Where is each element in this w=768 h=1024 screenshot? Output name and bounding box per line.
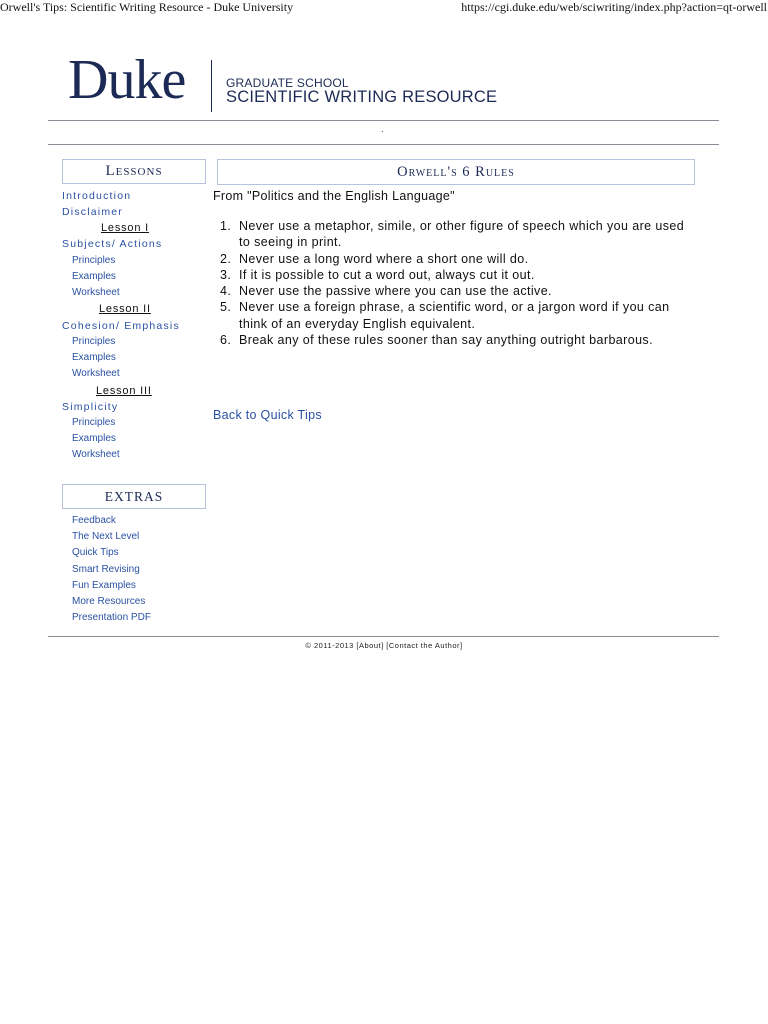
nav-l2-examples[interactable]: Examples (72, 352, 116, 363)
nav-l2-principles[interactable]: Principles (72, 336, 116, 347)
list-item (213, 332, 693, 348)
nav-next-level[interactable]: The Next Level (72, 531, 140, 542)
rules-list (213, 218, 693, 348)
intro-text: From "Politics and the English Language" (213, 189, 455, 203)
rule-number: 2. (220, 251, 232, 266)
rule-text: Break any of these rules sooner than say anything outright barbarous. (239, 333, 653, 348)
nav-more-resources[interactable]: More Resources (72, 596, 146, 607)
rule-number: 4. (220, 284, 232, 299)
contact-author-link[interactable]: [Contact the Author] (386, 641, 463, 650)
nav-disclaimer[interactable]: Disclaimer (62, 206, 124, 218)
header-dot: . (381, 124, 384, 135)
duke-logo[interactable]: Duke (68, 49, 186, 111)
footer-divider (48, 636, 719, 637)
rule-text: Never use a foreign phrase, a scientific word, or a jargon word if you can think of an everyday English equivalent. (239, 300, 670, 331)
nav-l3-examples[interactable]: Examples (72, 433, 116, 444)
footer (0, 641, 768, 650)
nav-l3-worksheet[interactable]: Worksheet (72, 449, 120, 460)
nav-l1-examples[interactable]: Examples (72, 271, 116, 282)
nav-lesson-3[interactable]: Lesson III (96, 385, 152, 397)
nav-subjects-actions[interactable]: Subjects/ Actions (62, 238, 163, 250)
rule-text: Never use the passive where you can use the active. (239, 284, 552, 299)
logo-divider (211, 60, 212, 112)
nav-feedback[interactable]: Feedback (72, 515, 116, 526)
site-name[interactable]: SCIENTIFIC WRITING RESOURCE (226, 88, 498, 106)
list-item (213, 283, 693, 299)
nav-presentation-pdf[interactable]: Presentation PDF (72, 612, 151, 623)
nav-fun-examples[interactable]: Fun Examples (72, 580, 136, 591)
rule-number: 5. (220, 300, 232, 315)
nav-quick-tips[interactable]: Quick Tips (72, 547, 119, 558)
about-link[interactable]: [About] (356, 641, 384, 650)
list-item (213, 218, 693, 251)
page-title: Orwell's 6 Rules (217, 159, 695, 185)
nav-simplicity[interactable]: Simplicity (62, 401, 119, 413)
extras-heading: EXTRAS (62, 484, 206, 509)
header-divider-bottom (48, 144, 719, 145)
rule-text: Never use a long word where a short one will do. (239, 251, 529, 266)
nav-smart-revising[interactable]: Smart Revising (72, 564, 140, 575)
nav-lesson-2[interactable]: Lesson II (99, 303, 151, 315)
rule-text: Never use a metaphor, simile, or other figure of speech which you are used to seeing in print. (239, 219, 685, 250)
browser-page-title: Orwell's Tips: Scientific Writing Resource - Duke University (0, 0, 294, 14)
list-item (213, 299, 693, 332)
nav-l2-worksheet[interactable]: Worksheet (72, 368, 120, 379)
rule-number: 6. (220, 333, 232, 348)
rule-number: 1. (220, 219, 232, 233)
nav-lesson-1[interactable]: Lesson I (101, 222, 149, 234)
graduate-school-label: GRADUATE SCHOOL (226, 76, 349, 90)
rule-number: 3. (220, 267, 232, 282)
nav-l3-principles[interactable]: Principles (72, 417, 116, 428)
lessons-heading: Lessons (62, 159, 206, 184)
list-item (213, 251, 693, 267)
nav-l1-worksheet[interactable]: Worksheet (72, 287, 120, 298)
header-divider-top (48, 120, 719, 121)
browser-page-url: https://cgi.duke.edu/web/sciwriting/index.php?action=qt-orwell (461, 0, 767, 14)
copyright-text: © 2011-2013 (305, 641, 354, 650)
rule-text: If it is possible to cut a word out, always cut it out. (239, 267, 535, 282)
browser-print-header (0, 0, 768, 14)
back-to-quick-tips-link[interactable]: Back to Quick Tips (213, 408, 322, 422)
nav-cohesion-emphasis[interactable]: Cohesion/ Emphasis (62, 320, 180, 332)
nav-introduction[interactable]: Introduction (62, 190, 132, 202)
nav-l1-principles[interactable]: Principles (72, 255, 116, 266)
list-item (213, 267, 693, 283)
